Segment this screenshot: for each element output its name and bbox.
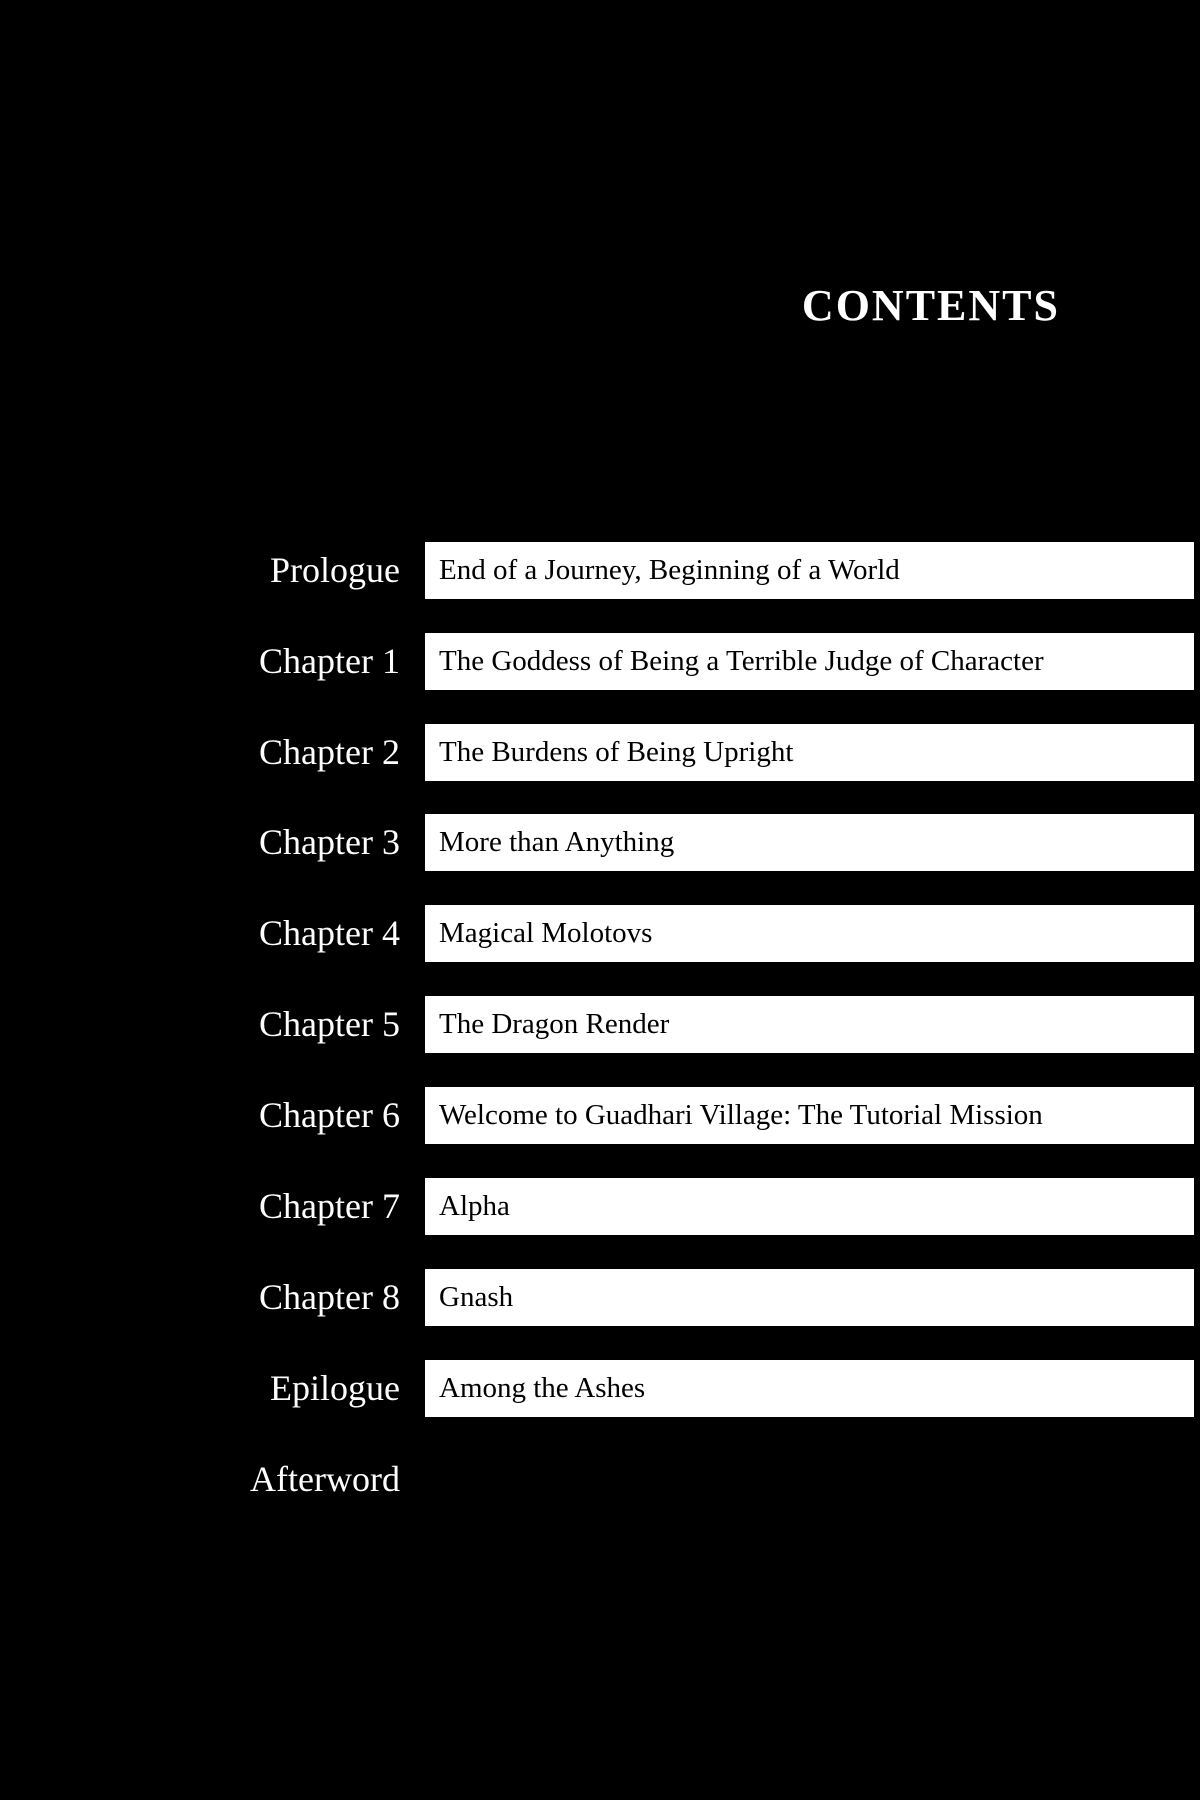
toc-entry-chapter-7[interactable] — [0, 1178, 1200, 1235]
toc-entry-label: Epilogue — [270, 1368, 400, 1408]
contents-heading: CONTENTS — [801, 281, 1060, 330]
toc-entry-title: Alpha — [439, 1190, 510, 1222]
toc-entry-prologue[interactable] — [0, 542, 1200, 599]
toc-entry-title-box — [425, 1178, 1194, 1235]
toc-entry-chapter-1[interactable] — [0, 633, 1200, 690]
toc-entry-chapter-5[interactable] — [0, 996, 1200, 1053]
toc-entry-chapter-3[interactable] — [0, 814, 1200, 871]
toc-entry-title: Welcome to Guadhari Village: The Tutorial Mission — [439, 1099, 1043, 1131]
toc-entry-afterword[interactable] — [0, 1451, 1200, 1508]
toc-entry-label: Chapter 2 — [259, 732, 400, 772]
toc-entry-title-box — [425, 724, 1194, 781]
toc-entry-title-box — [425, 905, 1194, 962]
toc-entry-title: The Goddess of Being a Terrible Judge of Character — [439, 645, 1044, 677]
toc-entry-chapter-6[interactable] — [0, 1087, 1200, 1144]
toc-entry-title-box — [425, 1087, 1194, 1144]
toc-entry-title: Magical Molotovs — [439, 917, 653, 949]
toc-entry-title-box — [425, 1269, 1194, 1326]
toc-entry-label: Chapter 8 — [259, 1277, 400, 1317]
toc-entry-label: Chapter 4 — [259, 913, 400, 953]
toc-entry-title: The Dragon Render — [439, 1008, 670, 1040]
toc-entry-title: Among the Ashes — [439, 1372, 646, 1404]
toc-entry-title-box — [425, 1360, 1194, 1417]
toc-entry-title-box — [425, 633, 1194, 690]
toc-entry-title: More than Anything — [439, 826, 675, 858]
toc-entry-title-box — [425, 542, 1194, 599]
toc-entry-title: End of a Journey, Beginning of a World — [439, 554, 900, 586]
toc-entry-title-box — [425, 814, 1194, 871]
toc-entry-chapter-8[interactable] — [0, 1269, 1200, 1326]
toc-entry-label: Prologue — [270, 550, 400, 590]
toc-entry-label: Chapter 1 — [259, 641, 400, 681]
toc-entry-title: The Burdens of Being Upright — [439, 736, 794, 768]
toc-entry-label: Afterword — [250, 1459, 400, 1499]
toc-entry-chapter-2[interactable] — [0, 724, 1200, 781]
toc-entry-title: Gnash — [439, 1281, 514, 1313]
toc-entry-chapter-4[interactable] — [0, 905, 1200, 962]
toc-entry-label: Chapter 3 — [259, 822, 400, 862]
toc-entry-label: Chapter 5 — [259, 1004, 400, 1044]
toc-entry-title-box — [425, 996, 1194, 1053]
toc-entry-label: Chapter 7 — [259, 1186, 400, 1226]
toc-entry-label: Chapter 6 — [259, 1095, 400, 1135]
toc-entry-epilogue[interactable] — [0, 1360, 1200, 1417]
